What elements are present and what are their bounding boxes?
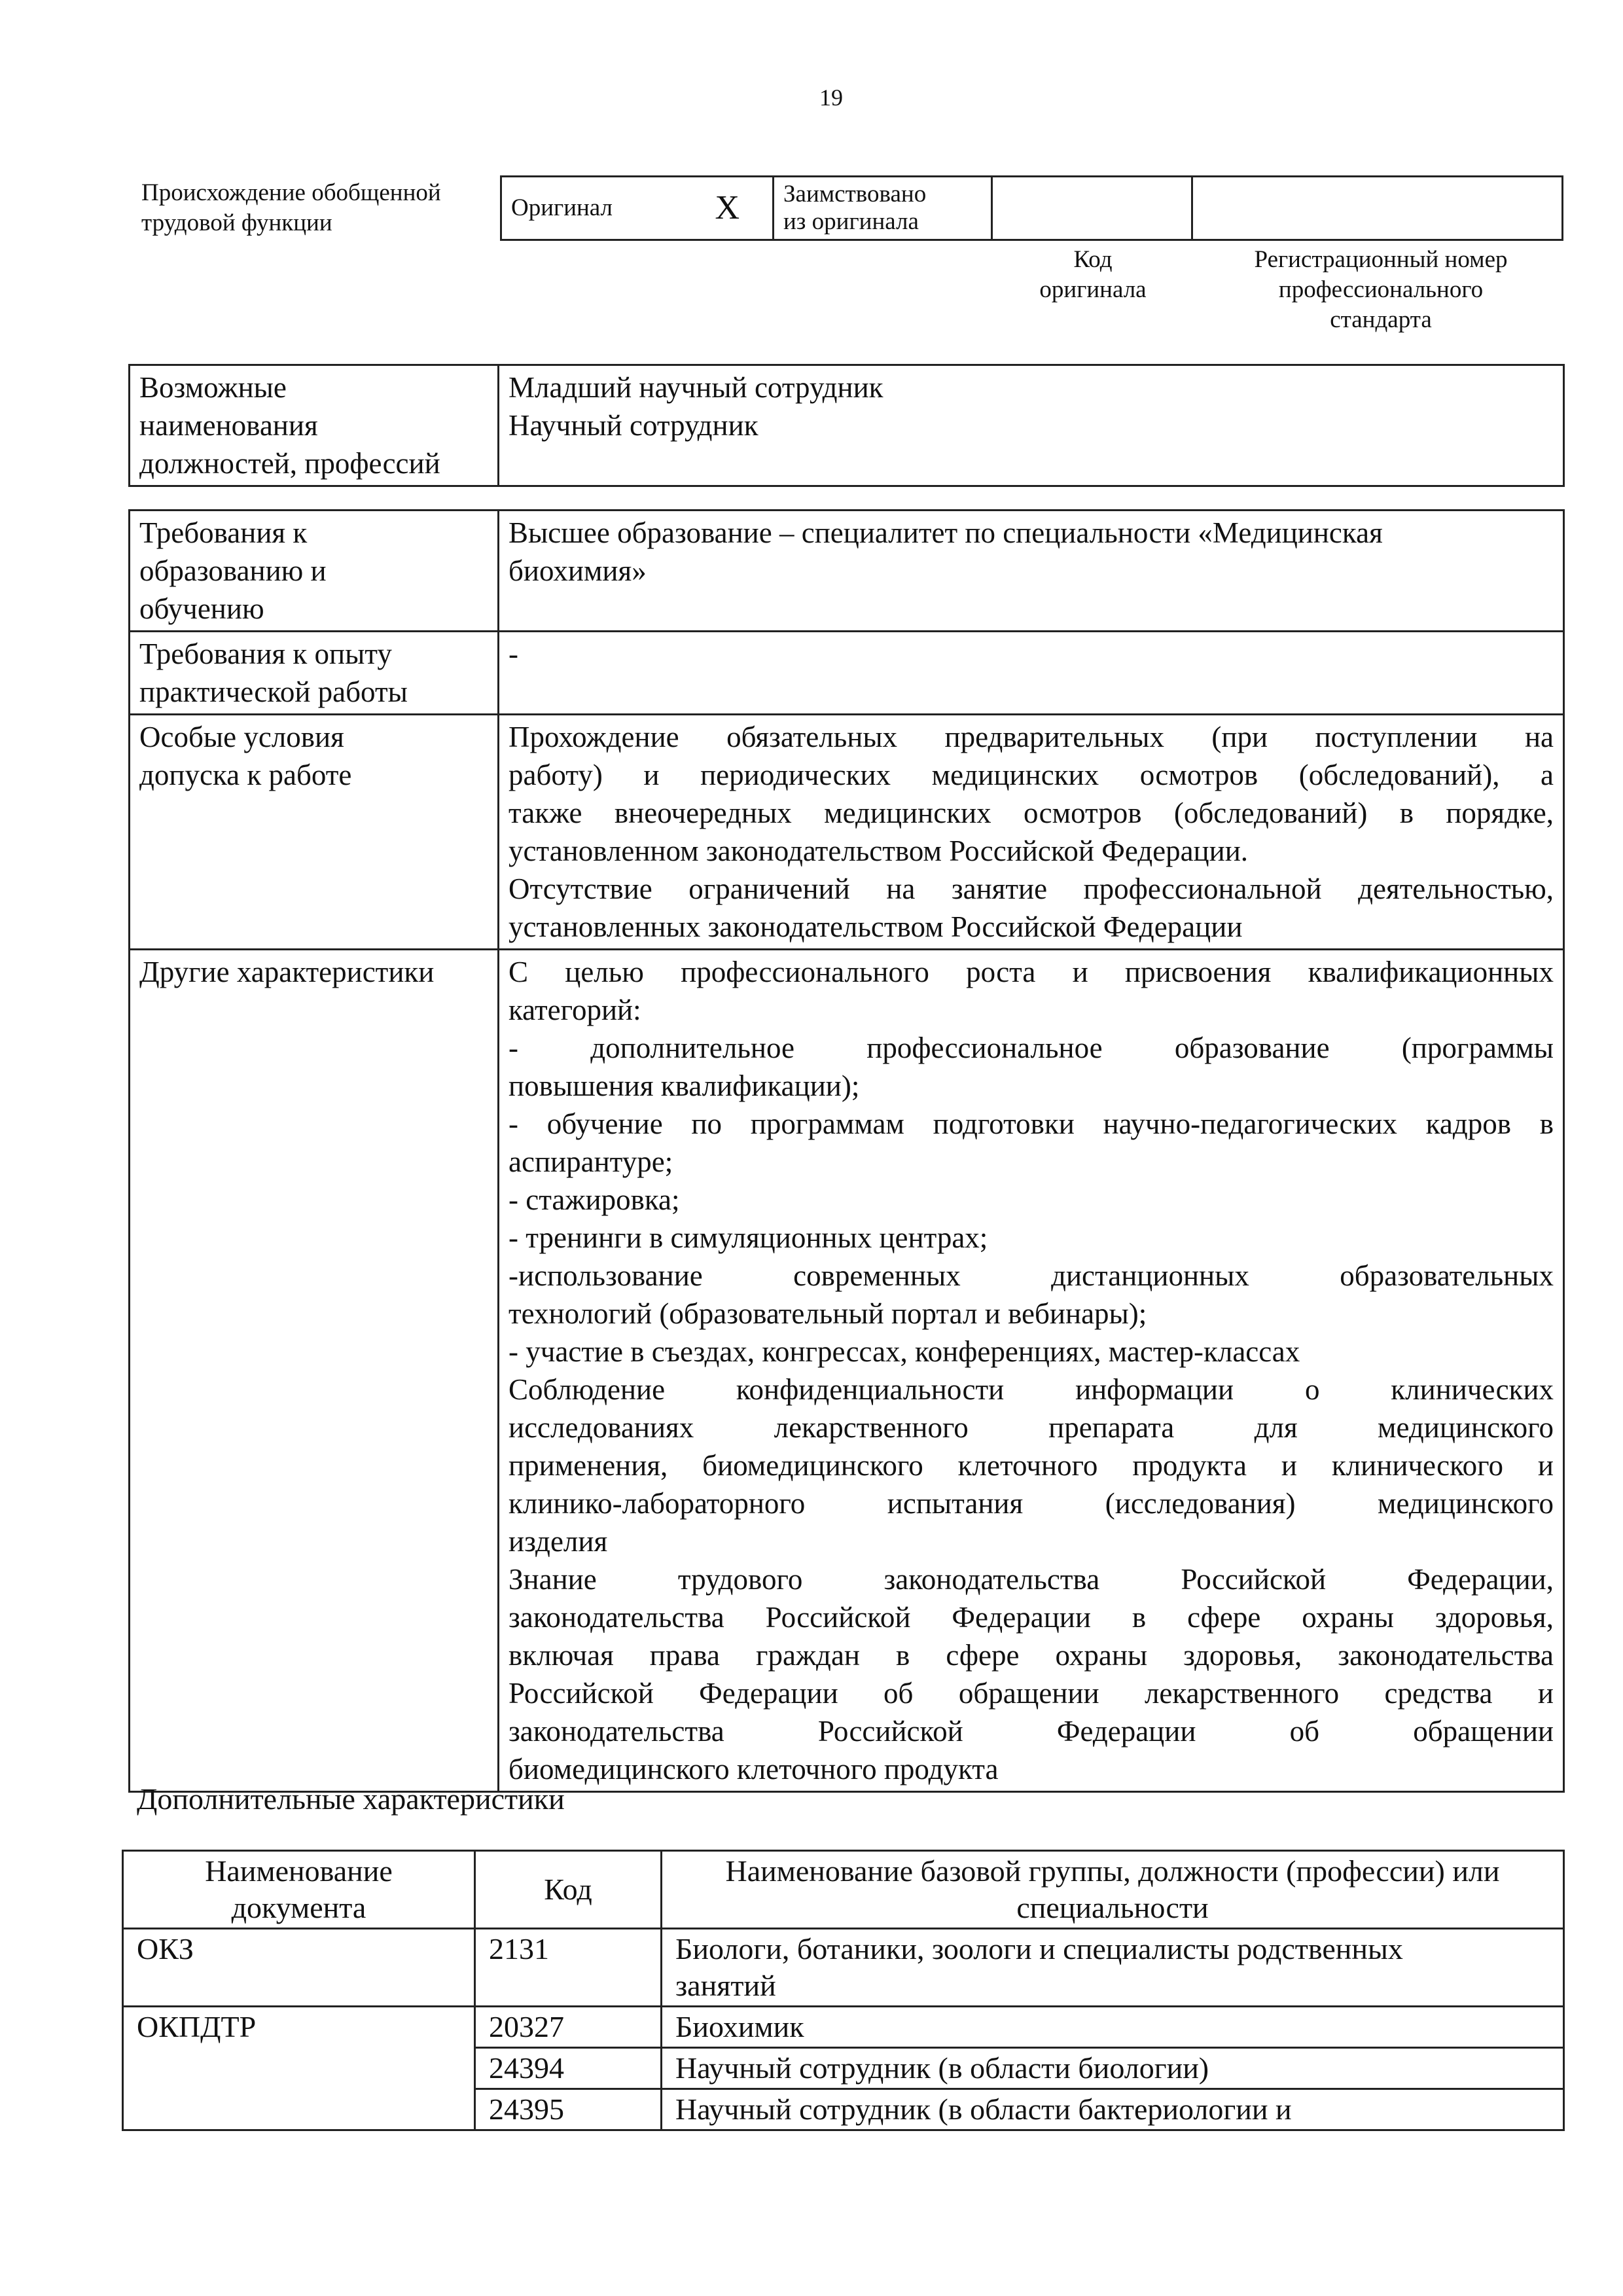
requirement-text bbox=[499, 511, 1564, 632]
original-cell bbox=[501, 177, 774, 240]
text-line: Знание трудового законодательства Российской Федерации, bbox=[508, 1563, 1554, 1596]
position-value: Младший научный сотрудник bbox=[508, 371, 883, 404]
position-value: Научный сотрудник bbox=[508, 409, 758, 442]
requirements-table bbox=[128, 509, 1565, 1793]
text-line: биохимия» bbox=[508, 554, 647, 587]
text-line: исследованиях лекарственного препарата для медицинского bbox=[508, 1411, 1554, 1444]
positions-label bbox=[130, 365, 499, 486]
text-line: работу) и периодических медицинских осмотров (обследований), а bbox=[508, 759, 1554, 791]
requirement-text bbox=[499, 715, 1564, 950]
borrowed-cell bbox=[774, 177, 992, 240]
text-line: -использование современных дистанционных образовательных bbox=[508, 1259, 1554, 1292]
text-line: законодательства Российской Федерации в сфере охраны здоровья, bbox=[508, 1601, 1554, 1634]
reg-caption-line: стандарта bbox=[1330, 306, 1432, 333]
text-line: аспирантуре; bbox=[508, 1145, 673, 1178]
requirement-text bbox=[499, 950, 1564, 1792]
text-line: - обучение по программам подготовки научно-педагогических кадров в bbox=[508, 1107, 1554, 1140]
text-line: также внеочередных медицинских осмотров (обследований) в порядке, bbox=[508, 797, 1554, 829]
origin-label-line: трудовой функции bbox=[141, 209, 332, 236]
label-line: допуска к работе bbox=[139, 759, 352, 791]
code-cell: 2131 bbox=[475, 1929, 662, 2007]
doc-cell: ОКПДТР bbox=[123, 2007, 475, 2130]
text-line: - тренинги в симуляционных центрах; bbox=[508, 1221, 988, 1254]
origin-label-line: Происхождение обобщенной bbox=[141, 179, 441, 206]
text-line: Прохождение обязательных предварительных (при поступлении на bbox=[508, 721, 1554, 753]
text-line: повышения квалификации); bbox=[508, 1069, 860, 1102]
positions-label-line: Возможные bbox=[139, 371, 287, 404]
text-line: - дополнительное профессиональное образование (программы bbox=[508, 1031, 1554, 1064]
positions-table bbox=[128, 364, 1565, 487]
label-line: Требования к bbox=[139, 516, 308, 549]
requirement-row-other bbox=[130, 950, 1564, 1792]
header-line: Наименование базовой группы, должности (профессии) или bbox=[725, 1854, 1500, 1888]
requirement-row-experience bbox=[130, 632, 1564, 715]
name-cell: Научный сотрудник (в области биологии) bbox=[662, 2048, 1564, 2089]
requirement-label bbox=[130, 715, 499, 950]
text-line: установленном законодательством Российской Федерации. bbox=[508, 834, 1249, 867]
name-cell: Научный сотрудник (в области бактериологии и bbox=[662, 2089, 1564, 2130]
header-doc bbox=[123, 1851, 475, 1929]
code-caption bbox=[995, 245, 1191, 305]
text-line: биомедицинского клеточного продукта bbox=[508, 1753, 999, 1785]
table-row bbox=[123, 2007, 1564, 2048]
code-cell: 24395 bbox=[475, 2089, 662, 2130]
origin-table bbox=[500, 175, 1563, 241]
header-code: Код bbox=[475, 1851, 662, 1929]
header-name bbox=[662, 1851, 1564, 1929]
name-line: занятий bbox=[675, 1969, 776, 2002]
label-line: Особые условия bbox=[139, 721, 344, 753]
doc-cell: ОКЗ bbox=[123, 1929, 475, 2007]
name-cell: Биохимик bbox=[662, 2007, 1564, 2048]
page-number: 19 bbox=[819, 84, 843, 111]
text-line: включая права граждан в сфере охраны здоровья, законодательства bbox=[508, 1639, 1554, 1672]
text-line: законодательства Российской Федерации об обращении bbox=[508, 1715, 1554, 1748]
code-cell: 20327 bbox=[475, 2007, 662, 2048]
additional-title: Дополнительные характеристики bbox=[137, 1782, 565, 1816]
reg-caption-line: профессионального bbox=[1278, 276, 1484, 303]
reg-caption bbox=[1198, 245, 1564, 335]
text-line: технологий (образовательный портал и вебинары); bbox=[508, 1297, 1147, 1330]
text-line: клинико-лабораторного испытания (исследования) медицинского bbox=[508, 1487, 1554, 1520]
requirement-label bbox=[130, 511, 499, 632]
text-line: С целью профессионального роста и присвоения квалификационных bbox=[508, 956, 1554, 988]
text-line: Российской Федерации об обращении лекарственного средства и bbox=[508, 1677, 1554, 1710]
name-cell bbox=[662, 1929, 1564, 2007]
positions-values bbox=[499, 365, 1564, 486]
name-line: Биологи, ботаники, зоологи и специалисты родственных bbox=[675, 1932, 1403, 1965]
code-caption-line: оригинала bbox=[1039, 276, 1147, 303]
borrowed-label-line: Заимствовано bbox=[783, 181, 927, 207]
text-line: - стажировка; bbox=[508, 1183, 680, 1216]
original-code-cell bbox=[992, 177, 1192, 240]
text-line: Отсутствие ограничений на занятие профессиональной деятельностью, bbox=[508, 872, 1554, 905]
requirement-label bbox=[130, 950, 499, 1792]
table-row bbox=[123, 1929, 1564, 2007]
header-line: документа bbox=[231, 1891, 366, 1924]
requirement-row-education bbox=[130, 511, 1564, 632]
text-line: - bbox=[508, 637, 518, 670]
reg-number-cell bbox=[1192, 177, 1563, 240]
text-line: Высшее образование – специалитет по специальности «Медицинская bbox=[508, 516, 1383, 549]
requirement-label bbox=[130, 632, 499, 715]
text-line: категорий: bbox=[508, 994, 641, 1026]
label-line: Требования к опыту bbox=[139, 637, 392, 670]
table-header-row bbox=[123, 1851, 1564, 1929]
text-line: применения, биомедицинского клеточного продукта и клинического и bbox=[508, 1449, 1554, 1482]
label-line: образованию и bbox=[139, 554, 327, 587]
original-mark: X bbox=[715, 189, 740, 226]
label-line: Другие характеристики bbox=[139, 956, 435, 988]
text-line: Соблюдение конфиденциальности информации о клинических bbox=[508, 1373, 1554, 1406]
positions-label-line: должностей, профессий bbox=[139, 447, 440, 480]
positions-label-line: наименования bbox=[139, 409, 318, 442]
text-line: - участие в съездах, конгрессах, конференциях, мастер-классах bbox=[508, 1335, 1300, 1368]
header-line: специальности bbox=[1016, 1891, 1209, 1924]
code-cell: 24394 bbox=[475, 2048, 662, 2089]
origin-label bbox=[141, 178, 495, 238]
label-line: обучению bbox=[139, 592, 264, 625]
requirement-text bbox=[499, 632, 1564, 715]
borrowed-label-line: из оригинала bbox=[783, 208, 919, 235]
code-caption-line: Код bbox=[1073, 246, 1113, 273]
original-label: Оригинал bbox=[511, 194, 613, 221]
reg-caption-line: Регистрационный номер bbox=[1254, 246, 1508, 273]
text-line: установленных законодательством Российской Федерации bbox=[508, 910, 1243, 943]
requirement-row-admission bbox=[130, 715, 1564, 950]
text-line: изделия bbox=[508, 1525, 608, 1558]
label-line: практической работы bbox=[139, 675, 408, 708]
additional-table bbox=[122, 1850, 1565, 2131]
header-line: Наименование bbox=[205, 1854, 393, 1888]
